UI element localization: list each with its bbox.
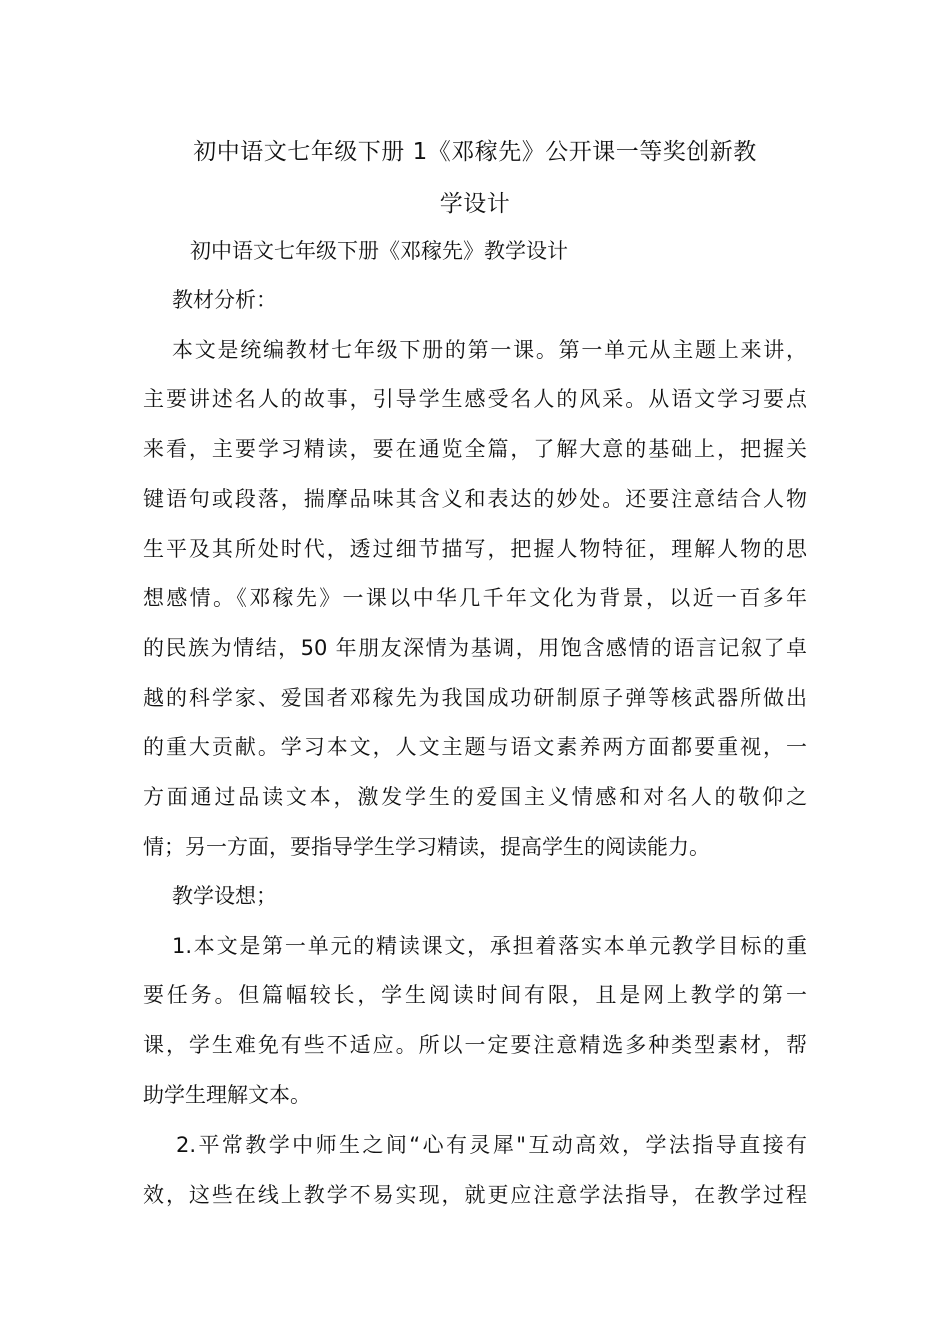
heading-analysis: 教材分析： xyxy=(172,288,277,312)
analysis-line-10: 方面通过品读文本，激发学生的爱国主义情感和对名人的敬仰之 xyxy=(143,785,807,809)
design1-line-4: 助学生理解文本。 xyxy=(143,1083,311,1107)
design2-line-1: 2.平常教学中师生之间“心有灵犀"互动高效，学法指导直接有 xyxy=(176,1133,807,1157)
analysis-line-6: 想感情。《邓稼先》一课以中华几千年文化为背景，以近一百多年 xyxy=(143,586,807,610)
analysis-line-1: 本文是统编教材七年级下册的第一课。第一单元从主题上来讲， xyxy=(172,338,807,362)
document-title xyxy=(143,126,807,230)
analysis-line-9: 的重大贡献。学习本文，人文主题与语文素养两方面都要重视，一 xyxy=(143,735,807,759)
title-line-1: 初中语文七年级下册 1《邓稼先》公开课一等奖创新教 xyxy=(193,139,757,165)
analysis-line-5: 生平及其所处时代，透过细节描写，把握人物特征，理解人物的思 xyxy=(143,537,807,561)
analysis-line-3: 来看，主要学习精读，要在通览全篇，了解大意的基础上，把握关 xyxy=(143,437,807,461)
design1-line-1: 1.本文是第一单元的精读课文，承担着落实本单元教学目标的重 xyxy=(172,934,807,958)
analysis-line-4: 键语句或段落，揣摩品味其含义和表达的妙处。还要注意结合人物 xyxy=(143,487,807,511)
analysis-line-11: 情；另一方面，要指导学生学习精读，提高学生的阅读能力。 xyxy=(143,835,710,859)
design1-line-2: 要任务。但篇幅较长，学生阅读时间有限，且是网上教学的第一 xyxy=(143,983,807,1007)
analysis-line-2: 主要讲述名人的故事，引导学生感受名人的风采。从语文学习要点 xyxy=(143,387,807,411)
design1-line-3: 课，学生难免有些不适应。所以一定要注意精选多种类型素材，帮 xyxy=(143,1033,807,1057)
document-subtitle: 初中语文七年级下册《邓稼先》教学设计 xyxy=(190,239,568,263)
analysis-line-8: 越的科学家、爱国者邓稼先为我国成功研制原子弹等核武器所做出 xyxy=(143,686,807,710)
design2-line-2: 效，这些在线上教学不易实现，就更应注意学法指导，在教学过程 xyxy=(143,1183,807,1207)
heading-design: 教学设想； xyxy=(172,884,277,908)
analysis-line-7: 的民族为情结，50 年朋友深情为基调，用饱含感情的语言记叙了卓 xyxy=(143,636,807,660)
title-line-2: 学设计 xyxy=(439,191,511,217)
